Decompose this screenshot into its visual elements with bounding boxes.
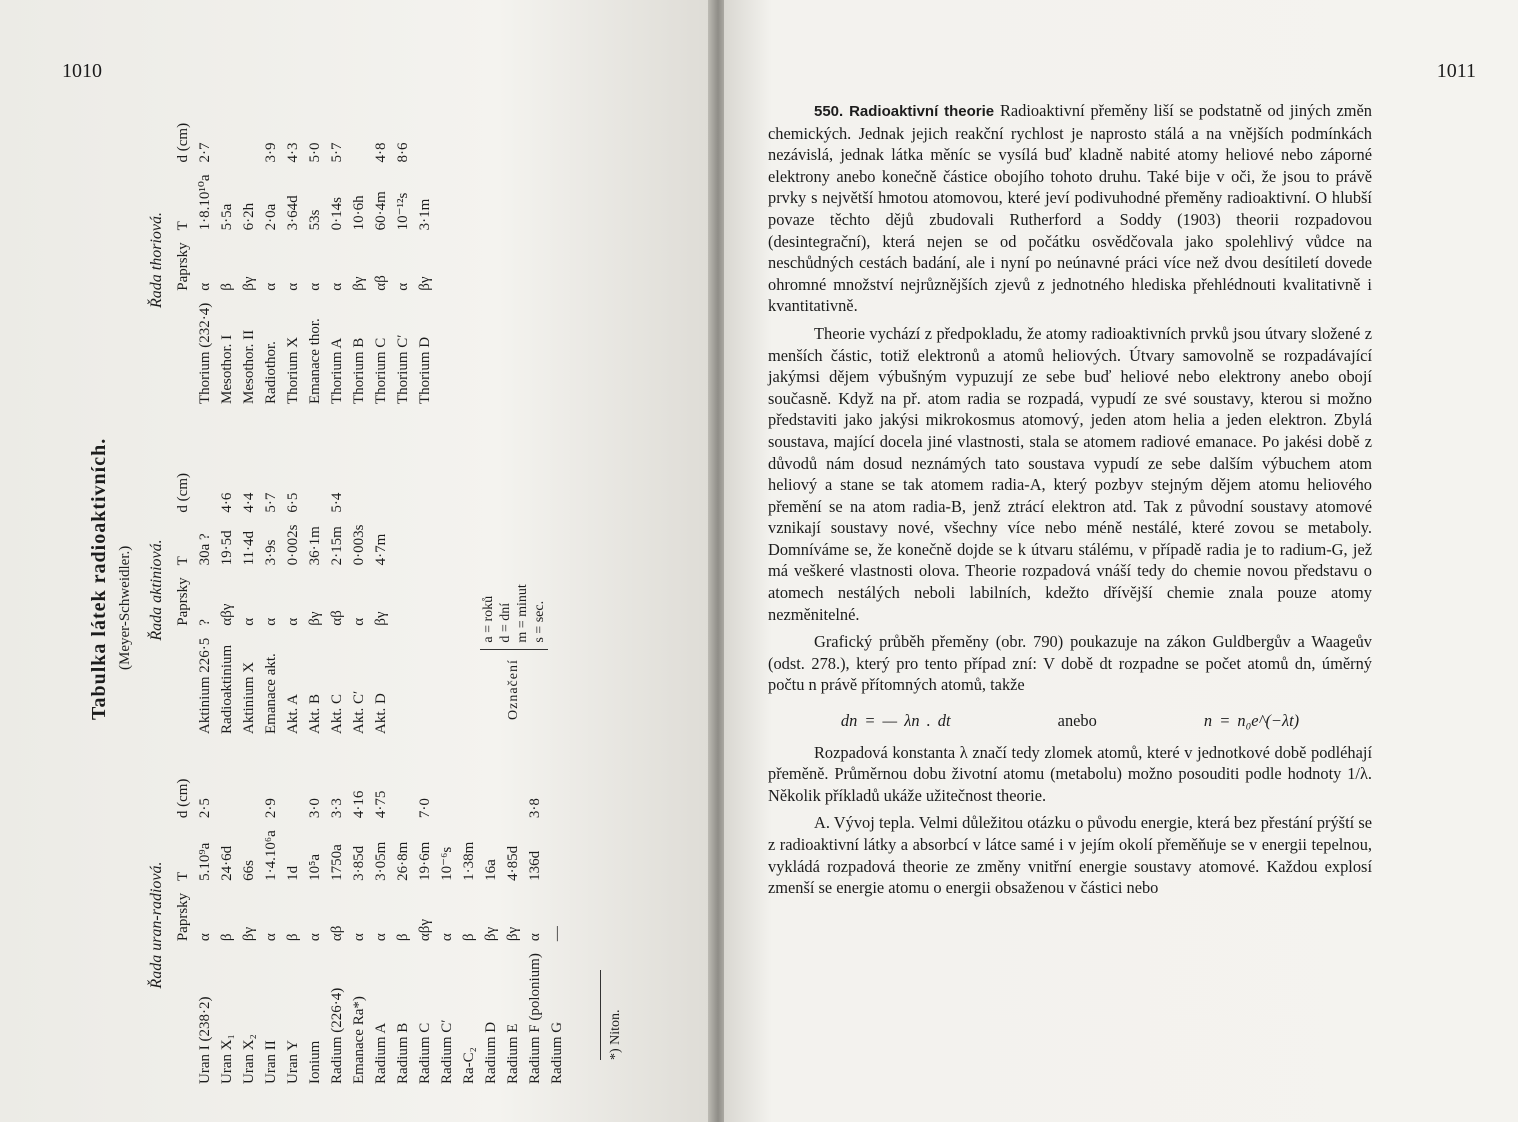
legend-item: m = minut xyxy=(515,584,530,643)
series-table xyxy=(172,117,436,410)
rays-cell: α xyxy=(241,617,257,626)
halflife-cell: 11·4d xyxy=(241,530,257,566)
table-row xyxy=(524,773,546,1090)
substance-cell: Mesothor. II xyxy=(241,329,257,404)
range-cell xyxy=(414,117,436,169)
paragraph-text: Radioaktivní přeměny liší se podstatně od jiných změn chemických. Jednak jejich reakční rychlost je naprosto stálá a na vnějších podmínkách nezávislá, jednak látka měníc se vysílá buď kladně nabité atomy heliové nebo záporné elektrony anebo konečně částice obojího tohoto druhu. Také bije v oči, že jsou to právě prvky s největší hmotou atomovou, které jeví podivuhodné přeměny radioaktivní. O hlubší povaze těchto dějů zbudovali Rutherford a Soddy (1903) theorii rozpadovou (desintegrační), která nejen se od počátku osvědčovala jako spolehlivý vůdce na neschůdných cestách badání, ale i nyní po neúnavné práci více než dvou desítiletí dovede ohromné množství nejrůznějších zjevů z jednotného hlediska přehlédnouti kvalitativně i kvantitativně. xyxy=(768,101,1372,316)
substance-cell: Thorium D xyxy=(417,336,433,404)
table-row xyxy=(194,773,216,1090)
section-heading: 550. Radioaktivní theorie xyxy=(814,103,995,120)
rays-cell: α xyxy=(285,282,301,291)
table-row xyxy=(370,467,392,740)
substance-cell: Emanace Ra*) xyxy=(351,996,367,1084)
formula-connector: anebo xyxy=(1057,711,1097,731)
substance-cell: Radium G xyxy=(549,1021,565,1084)
range-cell xyxy=(194,467,216,519)
halflife-cell: 19·6m xyxy=(417,841,433,881)
halflife-cell: 1750a xyxy=(329,844,345,881)
range-cell: 4·4 xyxy=(241,492,257,513)
table-row xyxy=(326,467,348,740)
table-title: Tabulka látek radioaktivních. xyxy=(88,437,110,720)
substance-cell: Radium D xyxy=(483,1021,499,1084)
table-row xyxy=(216,117,238,410)
rays-cell: αβγ xyxy=(219,603,235,626)
halflife-cell: 26·8m xyxy=(395,841,411,881)
table-row xyxy=(392,773,414,1090)
range-cell: 3·3 xyxy=(329,798,345,819)
halflife-cell xyxy=(546,824,568,887)
halflife-cell: 5·5a xyxy=(219,203,235,231)
rays-cell: α xyxy=(527,933,543,942)
halflife-cell: 3·05m xyxy=(373,841,389,881)
substance-cell: Radium F (polonium) xyxy=(527,953,543,1084)
rays-cell: αβ xyxy=(329,925,345,942)
table-row xyxy=(502,773,524,1090)
rays-cell: α xyxy=(197,933,213,942)
halflife-cell: 3·85d xyxy=(351,845,367,881)
range-cell: 5·7 xyxy=(263,492,279,513)
substance-cell: Akt. C′ xyxy=(351,690,367,734)
halflife-cell: 10⁻¹²s xyxy=(395,192,411,231)
range-cell xyxy=(546,773,568,825)
rays-cell: α xyxy=(329,282,345,291)
halflife-cell: 3·9s xyxy=(263,539,279,566)
range-cell xyxy=(480,773,502,825)
substance-cell: Akt. B xyxy=(307,693,323,734)
range-cell xyxy=(348,117,370,169)
substance-cell: Uran Y xyxy=(285,1039,301,1084)
paragraph xyxy=(768,100,1372,317)
formula-differential: dn = — λn . dt xyxy=(840,711,951,731)
rays-cell: α xyxy=(439,933,455,942)
substance-cell: Aktinium 226·5 xyxy=(197,637,213,734)
table-row xyxy=(260,773,282,1090)
range-cell xyxy=(304,467,326,519)
substance-cell: Thorium A xyxy=(329,337,345,404)
range-cell xyxy=(458,773,480,825)
rays-cell: β xyxy=(395,933,411,942)
table-row xyxy=(216,773,238,1090)
col-header: Paprsky xyxy=(175,242,191,291)
range-cell xyxy=(238,773,260,825)
halflife-cell: 53s xyxy=(307,209,323,231)
substance-cell: Uran X₁ xyxy=(219,1034,235,1084)
col-header: d (cm) xyxy=(175,778,191,819)
rays-cell: α xyxy=(197,282,213,291)
range-cell: 6·5 xyxy=(285,492,301,513)
col-header: T xyxy=(175,871,191,881)
substance-cell: Uran I (238·2) xyxy=(197,996,213,1084)
series-thorium xyxy=(146,110,436,410)
page-number-left: 1010 xyxy=(62,60,102,82)
range-cell xyxy=(502,773,524,825)
table-row xyxy=(238,467,260,740)
series-table xyxy=(172,467,392,740)
table-row xyxy=(392,117,414,410)
legend-item: d = dní xyxy=(498,602,513,643)
substance-cell: Radium A xyxy=(373,1022,389,1084)
halflife-cell: 5.10⁹a xyxy=(197,842,213,881)
rays-cell: β xyxy=(219,283,235,291)
rays-cell: α xyxy=(263,933,279,942)
rays-cell: α xyxy=(307,282,323,291)
range-cell: 4·75 xyxy=(373,790,389,819)
halflife-cell: 3·64d xyxy=(285,195,301,231)
table-row xyxy=(546,773,568,1090)
range-cell xyxy=(348,467,370,519)
halflife-cell: 24·6d xyxy=(219,845,235,881)
col-header xyxy=(172,947,194,1090)
legend-item: a = roků xyxy=(481,595,496,643)
range-cell: 5·0 xyxy=(307,142,323,163)
halflife-cell: 10·6h xyxy=(351,195,367,231)
rays-cell: βγ xyxy=(505,926,521,942)
table-row xyxy=(348,773,370,1090)
rays-cell: βγ xyxy=(241,926,257,942)
halflife-cell: 66s xyxy=(241,859,257,881)
table-subtitle: (Meyer-Schweidler.) xyxy=(117,545,133,670)
range-cell: 4·3 xyxy=(285,142,301,163)
table-row xyxy=(326,117,348,410)
table-row xyxy=(304,117,326,410)
rays-cell: βγ xyxy=(483,926,499,942)
series-heading: Řada thoriová. xyxy=(148,212,165,308)
range-cell xyxy=(216,117,238,169)
table-row xyxy=(304,773,326,1090)
substance-cell: Uran II xyxy=(263,1040,279,1084)
series-body xyxy=(194,117,436,410)
halflife-cell: 2·15m xyxy=(329,526,345,566)
col-header xyxy=(172,297,194,410)
rays-cell: βγ xyxy=(373,611,389,626)
table-row xyxy=(194,467,216,740)
units-legend xyxy=(480,584,548,720)
substance-cell: Radiothor. xyxy=(263,341,279,404)
substance-cell: Radium (226·4) xyxy=(329,987,345,1084)
rays-cell: α xyxy=(373,933,389,942)
series-body xyxy=(194,467,392,740)
halflife-cell: 60·4m xyxy=(373,191,389,231)
substance-cell: Akt. A xyxy=(285,693,301,734)
table-row xyxy=(436,773,458,1090)
substance-cell: Emanace thor. xyxy=(307,318,323,404)
rays-cell: βγ xyxy=(241,276,257,291)
rays-cell: — xyxy=(549,926,565,942)
rays-cell: β xyxy=(219,933,235,942)
series-table xyxy=(172,773,568,1090)
rays-cell: α xyxy=(307,933,323,942)
range-cell xyxy=(370,467,392,519)
rays-cell: α xyxy=(395,282,411,291)
col-header: T xyxy=(175,221,191,231)
rays-cell: βγ xyxy=(307,611,323,626)
halflife-cell: 4·7m xyxy=(373,533,389,566)
substance-cell: Radioaktinium xyxy=(219,644,235,734)
substance-cell: Thorium C′ xyxy=(395,334,411,404)
table-row xyxy=(326,773,348,1090)
table-row xyxy=(194,117,216,410)
substance-cell: Radium B xyxy=(395,1022,411,1084)
range-cell: 5·4 xyxy=(329,492,345,513)
table-row xyxy=(238,117,260,410)
halflife-cell: 19·5d xyxy=(219,530,235,566)
substance-cell: Thorium B xyxy=(351,337,367,404)
legend-label: Označení xyxy=(506,659,521,720)
substance-cell: Radium E xyxy=(505,1023,521,1084)
rays-cell: α xyxy=(351,617,367,626)
table-row xyxy=(238,773,260,1090)
page-number-right: 1011 xyxy=(1436,60,1476,82)
table-row xyxy=(414,117,436,410)
series-actinium xyxy=(146,440,392,740)
range-cell xyxy=(216,773,238,825)
range-cell: 2·5 xyxy=(197,798,213,819)
table-row xyxy=(414,773,436,1090)
table-row xyxy=(370,773,392,1090)
rays-cell: αβγ xyxy=(417,919,433,942)
table-row xyxy=(480,773,502,1090)
body-text xyxy=(768,100,1372,905)
footnote: *) Niton. xyxy=(600,970,627,1060)
table-row xyxy=(260,467,282,740)
paragraph: Theorie vychází z předpokladu, že atomy radioaktivních prvků jsou útvary složené z menších částic, totiž elektronů a atomů heliových. Útvary samovolně se rozpadávající jakýmsi dějem výbušným vypuzují ze sebe buď heliové nebo elektrony anebo obojí současně. Když na př. atom radia se rozpadá, vypudí ze své soustavy, kterou si možno představiti jako jakýsi mikrokosmus atomový, jeden atom helia a jeden elektron. Zbylá soustava, mající docela jiné vlastnosti, stala se atomem radiové emanace. Po jakési době z důvodů nám dosud neznámých tato soustava vypudí ze sebe dalším výbuchem atom heliový a stane se tak atomem radia-A, který pozbyv stejným dějem atomu heliového přemění se na atom radia-B, jenž ztrácí elektron atd. Tak z původní soustavy atomové vznikají soustavy nové, všechny více nebo méně nestálé, které zovou se metaboly. Domníváme se, že konečně dojde se k útvaru stálému, v případě radia je to radium-G, jež má veškeré vlastnosti olova. Theorie rozpadová vnáší tedy do chemie novou představu o atomech nestálých neboli labilních, kdežto dřívější chemie znala pouze atomy nezměnitelné. xyxy=(768,323,1372,624)
substance-cell: Uran X₂ xyxy=(241,1034,257,1084)
table-row xyxy=(458,773,480,1090)
table-row xyxy=(304,467,326,740)
paragraph: Grafický průběh přeměny (obr. 790) poukazuje na zákon Guldbergův a Waageův (odst. 278.), který pro tento případ zní: V době dt rozpadne se počet atomů dn, úměrný počtu n právě přítomných atomů, takže xyxy=(768,632,1372,695)
rays-cell: ? xyxy=(197,619,213,626)
halflife-cell: 10⁵a xyxy=(307,853,323,881)
col-header: T xyxy=(175,556,191,566)
substance-cell: Radium C′ xyxy=(439,1019,455,1084)
table-row xyxy=(370,117,392,410)
range-cell xyxy=(282,773,304,825)
halflife-cell: 10⁻⁶s xyxy=(439,846,455,881)
halflife-cell: 136d xyxy=(527,850,543,881)
range-cell: 4·6 xyxy=(219,492,235,513)
range-cell: 4·8 xyxy=(373,142,389,163)
table-row xyxy=(348,467,370,740)
rays-cell: βγ xyxy=(417,276,433,291)
rays-cell: α xyxy=(263,282,279,291)
rotated-table xyxy=(80,100,660,1100)
halflife-cell: 36·1m xyxy=(307,526,323,566)
halflife-cell: 1·8.10¹⁰a xyxy=(197,174,213,231)
range-cell: 2·9 xyxy=(263,798,279,819)
right-page xyxy=(724,0,1518,1122)
substance-cell: Thorium X xyxy=(285,336,301,404)
substance-cell: Mesothor. I xyxy=(219,334,235,404)
range-cell xyxy=(238,117,260,169)
halflife-cell: 0·002s xyxy=(285,524,301,566)
rays-cell: βγ xyxy=(351,276,367,291)
col-header: Paprsky xyxy=(175,577,191,626)
substance-cell: Thorium (232·4) xyxy=(197,302,213,404)
paragraph: Rozpadová konstanta λ značí tedy zlomek atomů, které v jednotkové době podléhají přeměně. Průměrnou dobu životní atomu (metabolu) možno posouditi podle hodnoty 1/λ. Několik příkladů ukáže užitečnost theorie. xyxy=(768,742,1372,805)
substance-cell: Ra-C₂ xyxy=(461,1047,477,1084)
rays-cell: α xyxy=(263,617,279,626)
range-cell: 7·0 xyxy=(417,798,433,819)
decay-formula xyxy=(768,710,1372,732)
halflife-cell: 3·1m xyxy=(417,198,433,231)
halflife-cell: 30a ? xyxy=(197,533,213,566)
substance-cell: Akt. D xyxy=(373,693,389,734)
table-row xyxy=(348,117,370,410)
series-uran-radium xyxy=(146,760,568,1090)
table-row xyxy=(282,467,304,740)
rays-cell: α xyxy=(351,933,367,942)
table-row xyxy=(282,773,304,1090)
rays-cell: αβ xyxy=(373,275,389,291)
range-cell xyxy=(436,773,458,825)
halflife-cell: 4·85d xyxy=(505,845,521,881)
range-cell: 3·8 xyxy=(527,798,543,819)
substance-cell: Akt. C xyxy=(329,693,345,734)
col-header xyxy=(172,632,194,740)
substance-cell: Thorium C xyxy=(373,337,389,404)
table-row xyxy=(282,117,304,410)
col-header: Paprsky xyxy=(175,892,191,942)
halflife-cell: 0·003s xyxy=(351,524,367,566)
substance-cell: Aktinium X xyxy=(241,661,257,734)
col-header: d (cm) xyxy=(175,122,191,163)
halflife-cell: 1·4.10⁶a xyxy=(263,830,279,881)
halflife-cell: 1·38m xyxy=(461,841,477,881)
halflife-cell: 16a xyxy=(483,859,499,881)
halflife-cell: 2·0a xyxy=(263,203,279,231)
col-header: d (cm) xyxy=(175,472,191,513)
range-cell: 5·7 xyxy=(329,142,345,163)
substance-cell: Radium C xyxy=(417,1022,433,1084)
legend-item: s = sec. xyxy=(532,600,547,643)
substance-cell: Emanace akt. xyxy=(263,653,279,734)
range-cell: 2·7 xyxy=(197,142,213,163)
substance-cell: Ionium xyxy=(307,1040,323,1084)
table-row xyxy=(260,117,282,410)
table-row xyxy=(216,467,238,740)
range-cell: 4·16 xyxy=(351,790,367,819)
rays-cell: β xyxy=(285,933,301,942)
range-cell: 3·0 xyxy=(307,798,323,819)
halflife-cell: 0·14s xyxy=(329,197,345,231)
left-page xyxy=(0,0,712,1122)
rays-cell: αβ xyxy=(329,610,345,626)
formula-exponential: n = n₀e^(−λt) xyxy=(1203,711,1300,731)
series-heading: Řada aktiniová. xyxy=(148,539,165,641)
range-cell xyxy=(392,773,414,825)
rays-cell: α xyxy=(285,617,301,626)
rays-cell: β xyxy=(461,933,477,942)
paragraph: A. Vývoj tepla. Velmi důležitou otázku o původu energie, která bez přestání prýští se z radioaktivní látky a absorbcí v látce samé i v jejím okolí přeměňuje se v energii tepelnou, vykládá rozpadová theorie ze změny vnitřní energie soustavy atomové. Každou explosí zmenší se energie atomu o energii obsaženou v částici nebo xyxy=(768,813,1372,898)
series-heading: Řada uran-radiová. xyxy=(148,861,165,989)
series-body xyxy=(194,773,568,1090)
range-cell: 8·6 xyxy=(395,142,411,163)
range-cell: 3·9 xyxy=(263,142,279,163)
halflife-cell: 1d xyxy=(285,865,301,881)
legend-list xyxy=(480,584,548,649)
halflife-cell: 6·2h xyxy=(241,202,257,231)
